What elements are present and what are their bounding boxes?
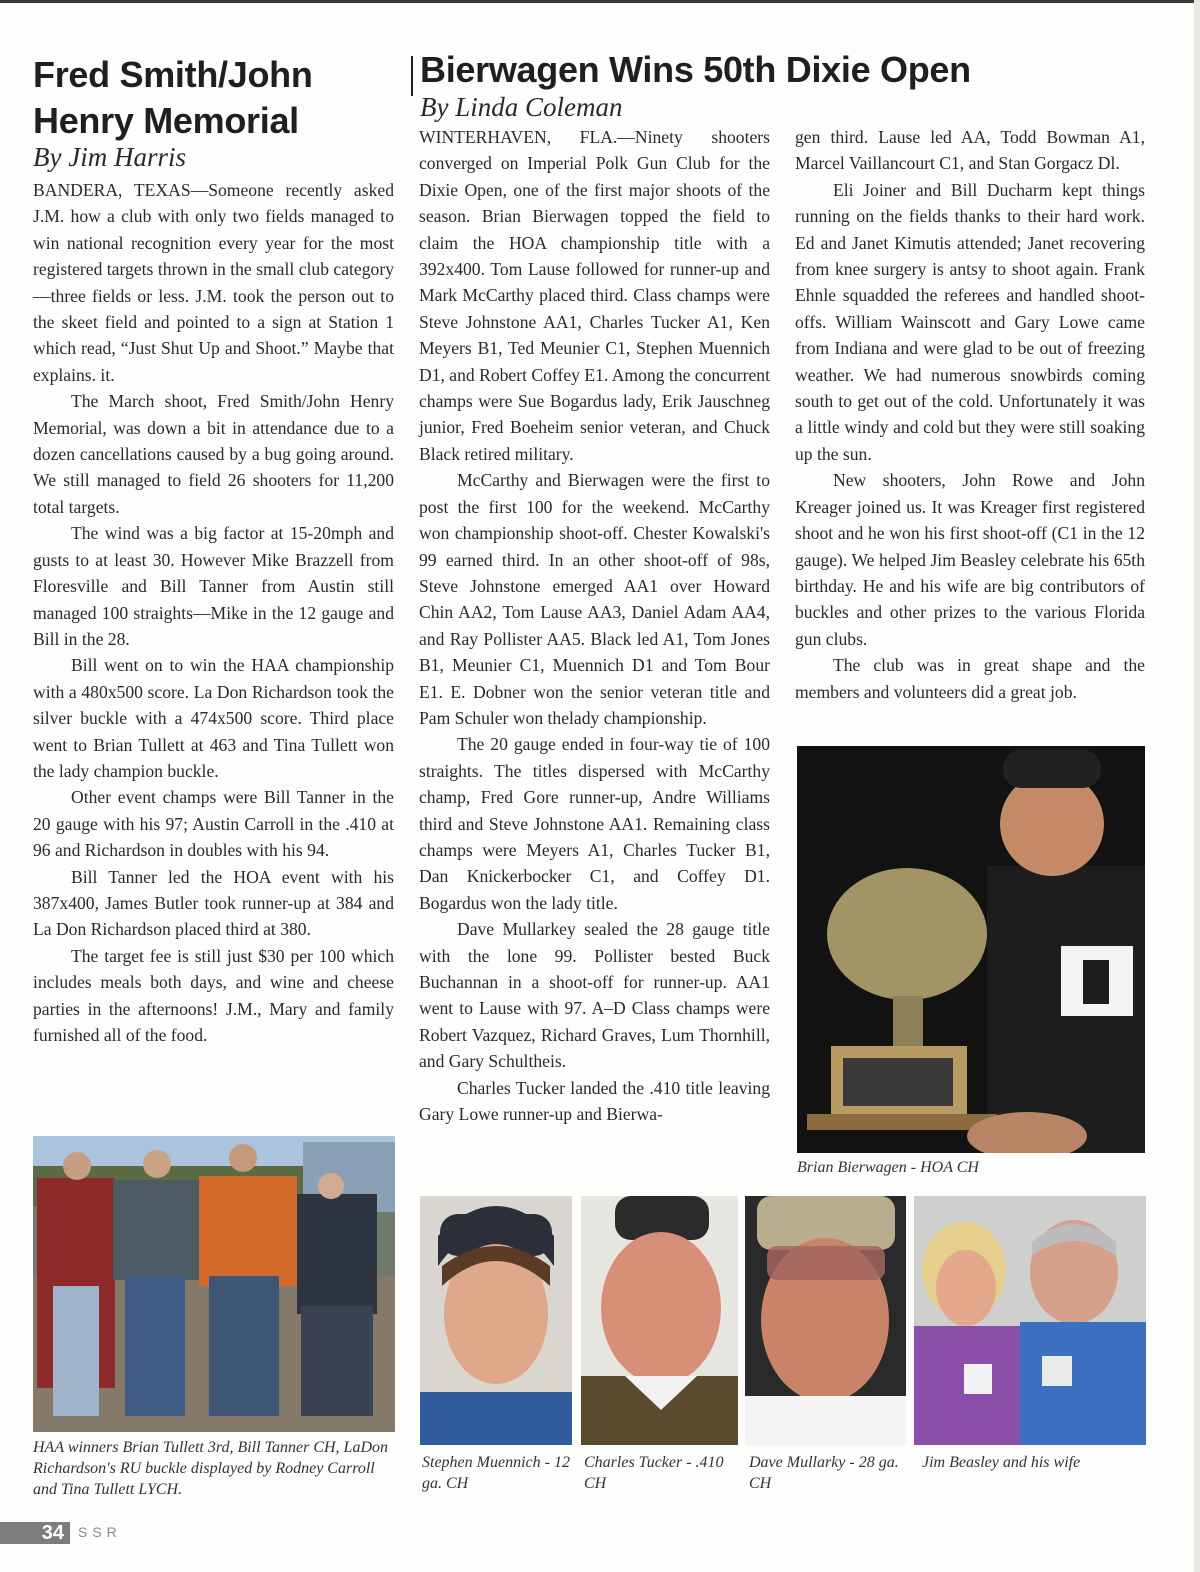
article1-paragraph: BANDERA, TEXAS—Someone recently asked J.M. how a club with only two fields managed to win national recognition every year for the most registered targets thrown in the small club category—three fields or less. J.M. took the person out to the skeet field and pointed to a sign at Station 1 which read, “Just Shut Up and Shoot.” Maybe that explains. it. — [33, 180, 394, 385]
article1-paragraph: The wind was a big factor at 15-20mph and gusts to at least 30. However Mike Brazzell from Floresville and Bill Tanner from Austin still managed 100 straights—Mike in the 12 gauge and Bill in the 28. — [33, 523, 394, 649]
article2-paragraph: The 20 gauge ended in four-way tie of 100 straights. The titles dispersed with McCarthy champ, Fred Gore runner-up, Andre Williams third and Steve Johnstone AA1. Remaining class champs were Meyers A1, Charles Tucker B1, Dan Knickerbocker C1, and Coffey D1. Bogardus won the lady title. — [419, 734, 770, 913]
haa-winners-photo — [33, 1136, 395, 1432]
muennich-photo — [420, 1196, 572, 1445]
article1-paragraph: The March shoot, Fred Smith/John Henry Memorial, was down a bit in attendance due to a dozen cancellations caused by a bug going around. We still managed to field 26 shooters for 11,200 total targets. — [33, 391, 394, 517]
article1-paragraph: Bill went on to win the HAA championship with a 480x500 score. La Don Richardson took the silver buckle with a 474x500 score. Third place went to Brian Tullett at 463 and Tina Tullett won the lady champion buckle. — [33, 655, 394, 781]
bierwagen-caption: Brian Bierwagen - HOA CH — [797, 1159, 979, 1176]
beasley-photo — [914, 1196, 1146, 1445]
article1-paragraph: The target fee is still just $30 per 100 which includes meals both days, and wine and cheese parties in the afternoons! J.M., Mary and family furnished all of the food. — [33, 945, 394, 1045]
magazine-name: SSR — [78, 1524, 122, 1540]
bierwagen-trophy-photo — [797, 746, 1145, 1153]
article1-paragraph: Other event champs were Bill Tanner in the 20 gauge with his 97; Austin Carroll in the .410 at 96 and Richardson in doubles with his 94. — [33, 787, 394, 861]
page-number: 34 — [0, 1522, 70, 1544]
muennich-caption: Stephen Muennich - 12 ga. CH — [422, 1454, 570, 1492]
article2-column-2 — [795, 124, 1145, 705]
article2-column-1 — [419, 124, 770, 1127]
article2-paragraph: Charles Tucker landed the .410 title leaving Gary Lowe runner-up and Bierwa- — [419, 1077, 770, 1125]
mullarky-photo — [745, 1196, 906, 1445]
article2-paragraph: McCarthy and Bierwagen were the first to post the first 100 for the weekend. McCarthy won championship shoot-off. Chester Kowalski's 99 earned third. In an other shoot-off of 98s, Steve Johnstone emerged AA1 over Howard Chin AA2, Tom Lause AA3, Daniel Adam AA4, and Ray Pollister AA5. Black led A1, Tom Jones B1, Meunier C1, Muennich D1 and Tom Bour E1. E. Dobner won the senior veteran title and Pam Schuler won thelady championship. — [419, 470, 770, 728]
tucker-caption: Charles Tucker - .410 CH — [584, 1454, 724, 1492]
article2-byline: By Linda Coleman — [420, 92, 623, 122]
article2-paragraph: The club was in great shape and the members and volunteers did a great job. — [795, 655, 1145, 702]
beasley-caption: Jim Beasley and his wife — [922, 1454, 1081, 1471]
article2-paragraph: Eli Joiner and Bill Ducharm kept things running on the fields thanks to their hard work. Ed and Janet Kimutis attended; Janet recovering from knee surgery is antsy to shoot again. Frank Ehnle squadded the referees and handled shoot-offs. William Wainscott and Gary Lowe came from Indiana and were glad to be out of freezing weather. We had numerous snowbirds coming south to get out of the cold. Unfortunately it was a little windy and cold but they were still soaking up the sun. — [795, 179, 1145, 464]
article1-paragraph: Bill Tanner led the HOA event with his 387x400, James Butler took runner-up at 384 and La Don Richardson placed third at 380. — [33, 866, 394, 940]
article2-paragraph: gen third. Lause led AA, Todd Bowman A1, Marcel Vaillancourt C1, and Stan Gorgacz Dl. — [795, 127, 1145, 174]
article2-paragraph: New shooters, John Rowe and John Kreager joined us. It was Kreager first registered shoot and he won his first shoot-off (C1 in the 12 gauge). We helped Jim Beasley celebrate his 65th birthday. He and his wife are big contributors of buckles and other prizes to the various Florida gun clubs. — [795, 470, 1145, 649]
article1-byline: By Jim Harris — [33, 142, 186, 172]
top-rule — [0, 0, 1200, 3]
mullarky-caption: Dave Mullarky - 28 ga. CH — [749, 1454, 899, 1492]
article2-paragraph: WINTERHAVEN, FLA.—Ninety shooters converged on Imperial Polk Gun Club for the Dixie Open, one of the first major shoots of the season. Brian Bierwagen topped the field to claim the HOA championship title with a 392x400. Tom Lause followed for runner-up and Mark McCarthy placed third. Class champs were Steve Johnstone AA1, Charles Tucker A1, Ken Meyers B1, Ted Meunier C1, Stephen Muennich D1, and Robert Coffey E1. Among the concurrent champs were Sue Bogardus lady, Erik Jauschneg junior, Fred Boeheim senior veteran, and Chuck Black retired military. — [419, 127, 770, 464]
article2-paragraph: Dave Mullarkey sealed the 28 gauge title with the lone 99. Pollister bested Buck Buchannan in a shoot-off for runner-up. AA1 went to Lause with 97. A–D Class champs were Robert Vazquez, Richard Graves, Lum Thornhill, and Gary Schultheis. — [419, 919, 770, 1072]
article1-body — [33, 177, 394, 1048]
page-edge — [1194, 0, 1200, 1572]
tucker-photo — [581, 1196, 738, 1445]
haa-winners-caption: HAA winners Brian Tullett 3rd, Bill Tanner CH, LaDon Richardson's RU buckle displayed by Rodney Carroll and Tina Tullett LYCH. — [33, 1439, 389, 1498]
article1-title: Fred Smith/John Henry Memorial — [33, 54, 313, 141]
column-divider — [411, 56, 413, 96]
article2-title: Bierwagen Wins 50th Dixie Open — [420, 49, 971, 90]
